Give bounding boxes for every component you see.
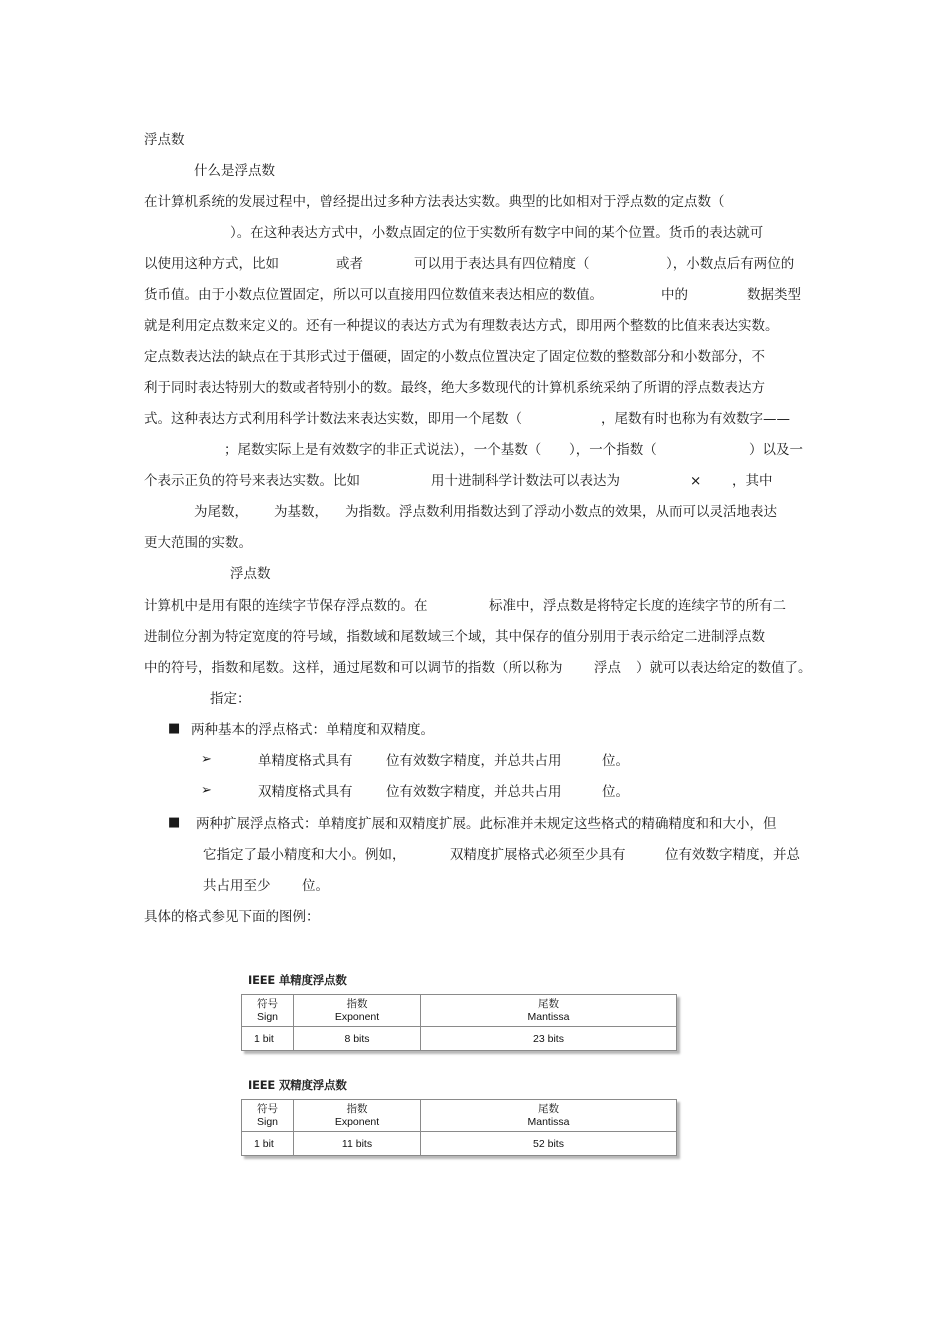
header-exponent: 指数 Exponent: [294, 995, 421, 1027]
text-run: 共占用至少: [203, 878, 271, 894]
figure-intro: 具体的格式参见下面的图例：: [144, 909, 320, 925]
text-run: 用十进制科学计数法可以表达为: [431, 473, 620, 489]
p1-line-1: 在计算机系统的发展过程中，曾经提出过多种方法表达实数。典型的比如相对于浮点数的定点数（: [144, 194, 725, 210]
page-title: 浮点数: [144, 132, 185, 148]
text-run: 位。: [302, 878, 329, 894]
text-run: ；尾数实际上是有效数字的非正式说法），一个基数（: [224, 442, 542, 458]
cell-mantissa-bits: 23 bits: [421, 1027, 677, 1051]
p1-line-5: 就是利用定点数来定义的。还有一种提议的表达方式为有理数表达方式，即用两个整数的比值来表达实数。: [144, 318, 779, 334]
text-run: 中的符号，指数和尾数。这样，通过尾数和可以调节的指数（所以称为: [144, 660, 563, 676]
text-run: 为尾数，: [194, 504, 248, 520]
bullet-basic-formats: 两种基本的浮点格式：单精度和双精度。: [191, 722, 434, 738]
arrow-bullet-icon: ➢: [201, 752, 212, 767]
p1-line-6: 定点数表达法的缺点在于其形式过于僵硬，固定的小数点位置决定了固定位数的整数部分和小数部分，不: [144, 349, 765, 365]
text-run: 个表示正负的符号来表达实数。比如: [144, 473, 360, 489]
p2-line-1: [144, 597, 814, 615]
text-run: 单精度格式具有: [258, 753, 353, 769]
cell-exponent-bits: 11 bits: [294, 1132, 421, 1156]
p1-line-3: [144, 255, 814, 273]
p1-line-2: ）。在这种表达方式中，小数点固定的位于实数所有数字中间的某个位置。货币的表达就可: [230, 225, 764, 241]
arrow-bullet-icon: ➢: [201, 783, 212, 798]
cell-sign-bits: 1 bit: [242, 1132, 294, 1156]
text-run: 标准中，浮点数是将特定长度的连续字节的所有二: [489, 598, 786, 614]
text-run: 浮点: [594, 660, 621, 676]
text-run: ）以及一: [749, 442, 803, 458]
section-heading-what-is-float: 什么是浮点数: [194, 163, 275, 179]
single-precision-table: [241, 994, 677, 1051]
p1-line-9: [144, 441, 814, 459]
p1-line-11: [144, 503, 814, 521]
text-run: ，其中: [732, 473, 773, 489]
text-run: 为基数，: [274, 504, 328, 520]
text-run: 为指数。浮点数利用指数达到了浮动小数点的效果，从而可以灵活地表达: [345, 504, 777, 520]
cell-sign-bits: 1 bit: [242, 1027, 294, 1051]
p1-line-12: 更大范围的实数。: [144, 535, 252, 551]
text-run: 货币值。由于小数点位置固定，所以可以直接用四位数值来表达相应的数值。: [144, 287, 603, 303]
text-run: 式。这种表达方式利用科学计数法来表达实数，即用一个尾数（: [144, 411, 522, 427]
text-run: ）就可以表达给定的数值了。: [636, 660, 812, 676]
header-mantissa: 尾数 Mantissa: [421, 1100, 677, 1132]
text-run: 它指定了最小精度和大小。例如，: [203, 847, 406, 863]
text-run: 可以用于表达具有四位精度（: [414, 256, 590, 272]
text-run: 中的: [661, 287, 688, 303]
figure-title-double: IEEE 双精度浮点数: [248, 1078, 347, 1092]
bullet-single-precision: [258, 752, 818, 770]
text-run: 位。: [602, 784, 629, 800]
figure-title-single: IEEE 单精度浮点数: [248, 973, 347, 987]
section-heading-float: 浮点数: [230, 566, 271, 582]
text-run: 双精度扩展格式必须至少具有: [450, 847, 626, 863]
p1-line-8: [144, 410, 814, 428]
text-run: 位有效数字精度，并总共占用: [386, 784, 562, 800]
header-mantissa: 尾数 Mantissa: [421, 995, 677, 1027]
p1-line-7: 利于同时表达特别大的数或者特别小的数。最终，绝大多数现代的计算机系统采纳了所谓的浮点数表达方: [144, 380, 765, 396]
times-symbol: ×: [690, 473, 702, 489]
text-run: 位有效数字精度，并总共占用: [386, 753, 562, 769]
bullet-extended-line-1: 两种扩展浮点格式：单精度扩展和双精度扩展。此标准并未规定这些格式的精确精度和和大小，但: [196, 816, 777, 832]
header-exponent: 指数 Exponent: [294, 1100, 421, 1132]
text-run: 双精度格式具有: [258, 784, 353, 800]
text-run: 位有效数字精度，并总: [665, 847, 800, 863]
text-run: ），一个指数（: [569, 442, 657, 458]
cell-mantissa-bits: 52 bits: [421, 1132, 677, 1156]
square-bullet-icon: ■: [168, 721, 181, 736]
text-run: 计算机中是用有限的连续字节保存浮点数的。在: [144, 598, 428, 614]
p1-line-10: [144, 472, 814, 490]
text-run: 数据类型: [747, 287, 801, 303]
bullet-extended-line-2: [203, 846, 813, 864]
spec-label: 指定：: [210, 691, 251, 707]
text-run: 以使用这种方式，比如: [144, 256, 279, 272]
bullet-extended-line-3: [203, 877, 503, 895]
bullet-double-precision: [258, 783, 818, 801]
text-run: ），小数点后有两位的: [666, 256, 795, 272]
p1-line-4: [144, 286, 814, 304]
header-sign: 符号 Sign: [242, 1100, 294, 1132]
square-bullet-icon: ■: [168, 815, 181, 830]
cell-exponent-bits: 8 bits: [294, 1027, 421, 1051]
text-run: 位。: [602, 753, 629, 769]
text-run: ，尾数有时也称为有效数字——: [601, 411, 790, 427]
header-sign: 符号 Sign: [242, 995, 294, 1027]
p2-line-3: [144, 659, 814, 677]
double-precision-table: [241, 1099, 677, 1156]
text-run: 或者: [336, 256, 363, 272]
p2-line-2: 进制位分割为特定宽度的符号域，指数域和尾数域三个域，其中保存的值分别用于表示给定二进制浮点数: [144, 629, 765, 645]
